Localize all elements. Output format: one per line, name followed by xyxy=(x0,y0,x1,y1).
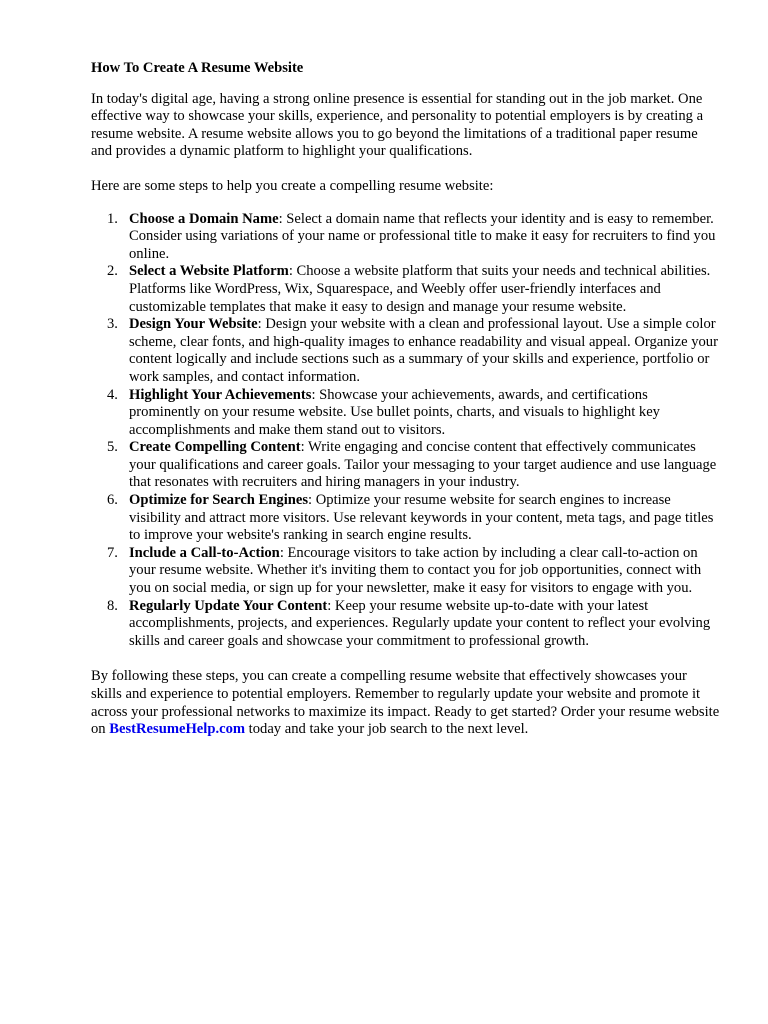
step-term: Include a Call-to-Action xyxy=(129,544,280,561)
step-text: : Keep your resume website up-to-date with your latest accomplishments, projects, and experiences. Regularly update your content to reflect your evolving skills and career goals and showcase your commitment to professional growth. xyxy=(129,597,711,649)
step-number: 8. xyxy=(107,597,118,614)
step-item xyxy=(91,263,721,316)
page-title: How To Create A Resume Website xyxy=(91,60,304,76)
step-item xyxy=(91,545,721,598)
steps-list xyxy=(91,211,721,651)
step-text: : Encourage visitors to take action by including a clear call-to-action on your resume website. Whether it's inviting them to contact you for job opportunities, connect with you on social media, or sign up for your newsletter, make it easy for visitors to engage with you. xyxy=(129,544,702,597)
step-text: : Optimize your resume website for search engines to increase visibility and attract more visitors. Use relevant keywords in your content, meta tags, and page titles to improve your website's ranking in search engine results. xyxy=(129,492,714,544)
step-term: Highlight Your Achievements xyxy=(129,386,312,403)
step-item xyxy=(91,439,721,492)
step-term: Regularly Update Your Content xyxy=(129,597,328,614)
intro-paragraph: In today's digital age, having a strong online presence is essential for standing out in the job market. One effective way to showcase your skills, experience, and personality to potential employers is by creating a resume website. A resume website allows you to go beyond the limitations of a traditional paper resume and provides a dynamic platform to highlight your qualifications. xyxy=(91,90,704,160)
step-term: Create Compelling Content xyxy=(129,439,301,456)
steps-lead-in: Here are some steps to help you create a compelling resume website: xyxy=(91,177,494,194)
step-text: : Design your website with a clean and professional layout. Use a simple color scheme, clear fonts, and high-quality images to enhance readability and visual appeal. Organize your content logically and include sections such as a summary of your skills and experience, portfolio or work samples, and contact information. xyxy=(129,316,718,385)
step-number: 5. xyxy=(107,439,118,456)
step-number: 2. xyxy=(107,263,118,280)
step-number: 7. xyxy=(107,544,118,561)
step-item xyxy=(91,492,721,545)
step-number: 1. xyxy=(107,210,118,227)
step-text: : Choose a website platform that suits your needs and technical abilities. Platforms like WordPress, Wix, Squarespace, and Weebly offer user-friendly interfaces and customizable templates that make it easy to design and manage your resume website. xyxy=(129,263,711,315)
step-term: Optimize for Search Engines xyxy=(129,492,309,509)
step-term: Select a Website Platform xyxy=(129,263,289,280)
step-text: : Write engaging and concise content that effectively communicates your qualifications and career goals. Tailor your messaging to your target audience and use language that resonates with recruiters and hiring managers in your industry. xyxy=(129,439,717,491)
step-item xyxy=(91,316,721,386)
document-body xyxy=(91,60,721,739)
step-number: 4. xyxy=(107,386,118,403)
step-item xyxy=(91,211,721,264)
step-number: 3. xyxy=(107,316,118,333)
step-text: : Select a domain name that reflects your identity and is easy to remember. Consider using variations of your name or professional title to make it easy for recruiters to find you online. xyxy=(129,210,716,262)
closing-text: By following these steps, you can create a compelling resume website that effectively showcases your skills and experience to potential employers. Remember to regularly update your website and promote it across your professional networks to maximize its impact. Ready to get started? Order your resume website on xyxy=(91,668,720,738)
step-text: : Showcase your achievements, awards, and certifications prominently on your resume website. Use bullet points, charts, and visuals to highlight key accomplishments and make them stand out to visitors. xyxy=(129,386,660,438)
step-term: Choose a Domain Name xyxy=(129,210,279,227)
step-item xyxy=(91,598,721,651)
closing-paragraph xyxy=(91,668,721,738)
closing-text-end: today and take your job search to the next level. xyxy=(245,721,529,738)
step-item xyxy=(91,387,721,440)
step-term: Design Your Website xyxy=(129,316,258,333)
step-number: 6. xyxy=(107,492,118,509)
bestresumehelp-link[interactable]: BestResumeHelp.com xyxy=(109,721,246,738)
